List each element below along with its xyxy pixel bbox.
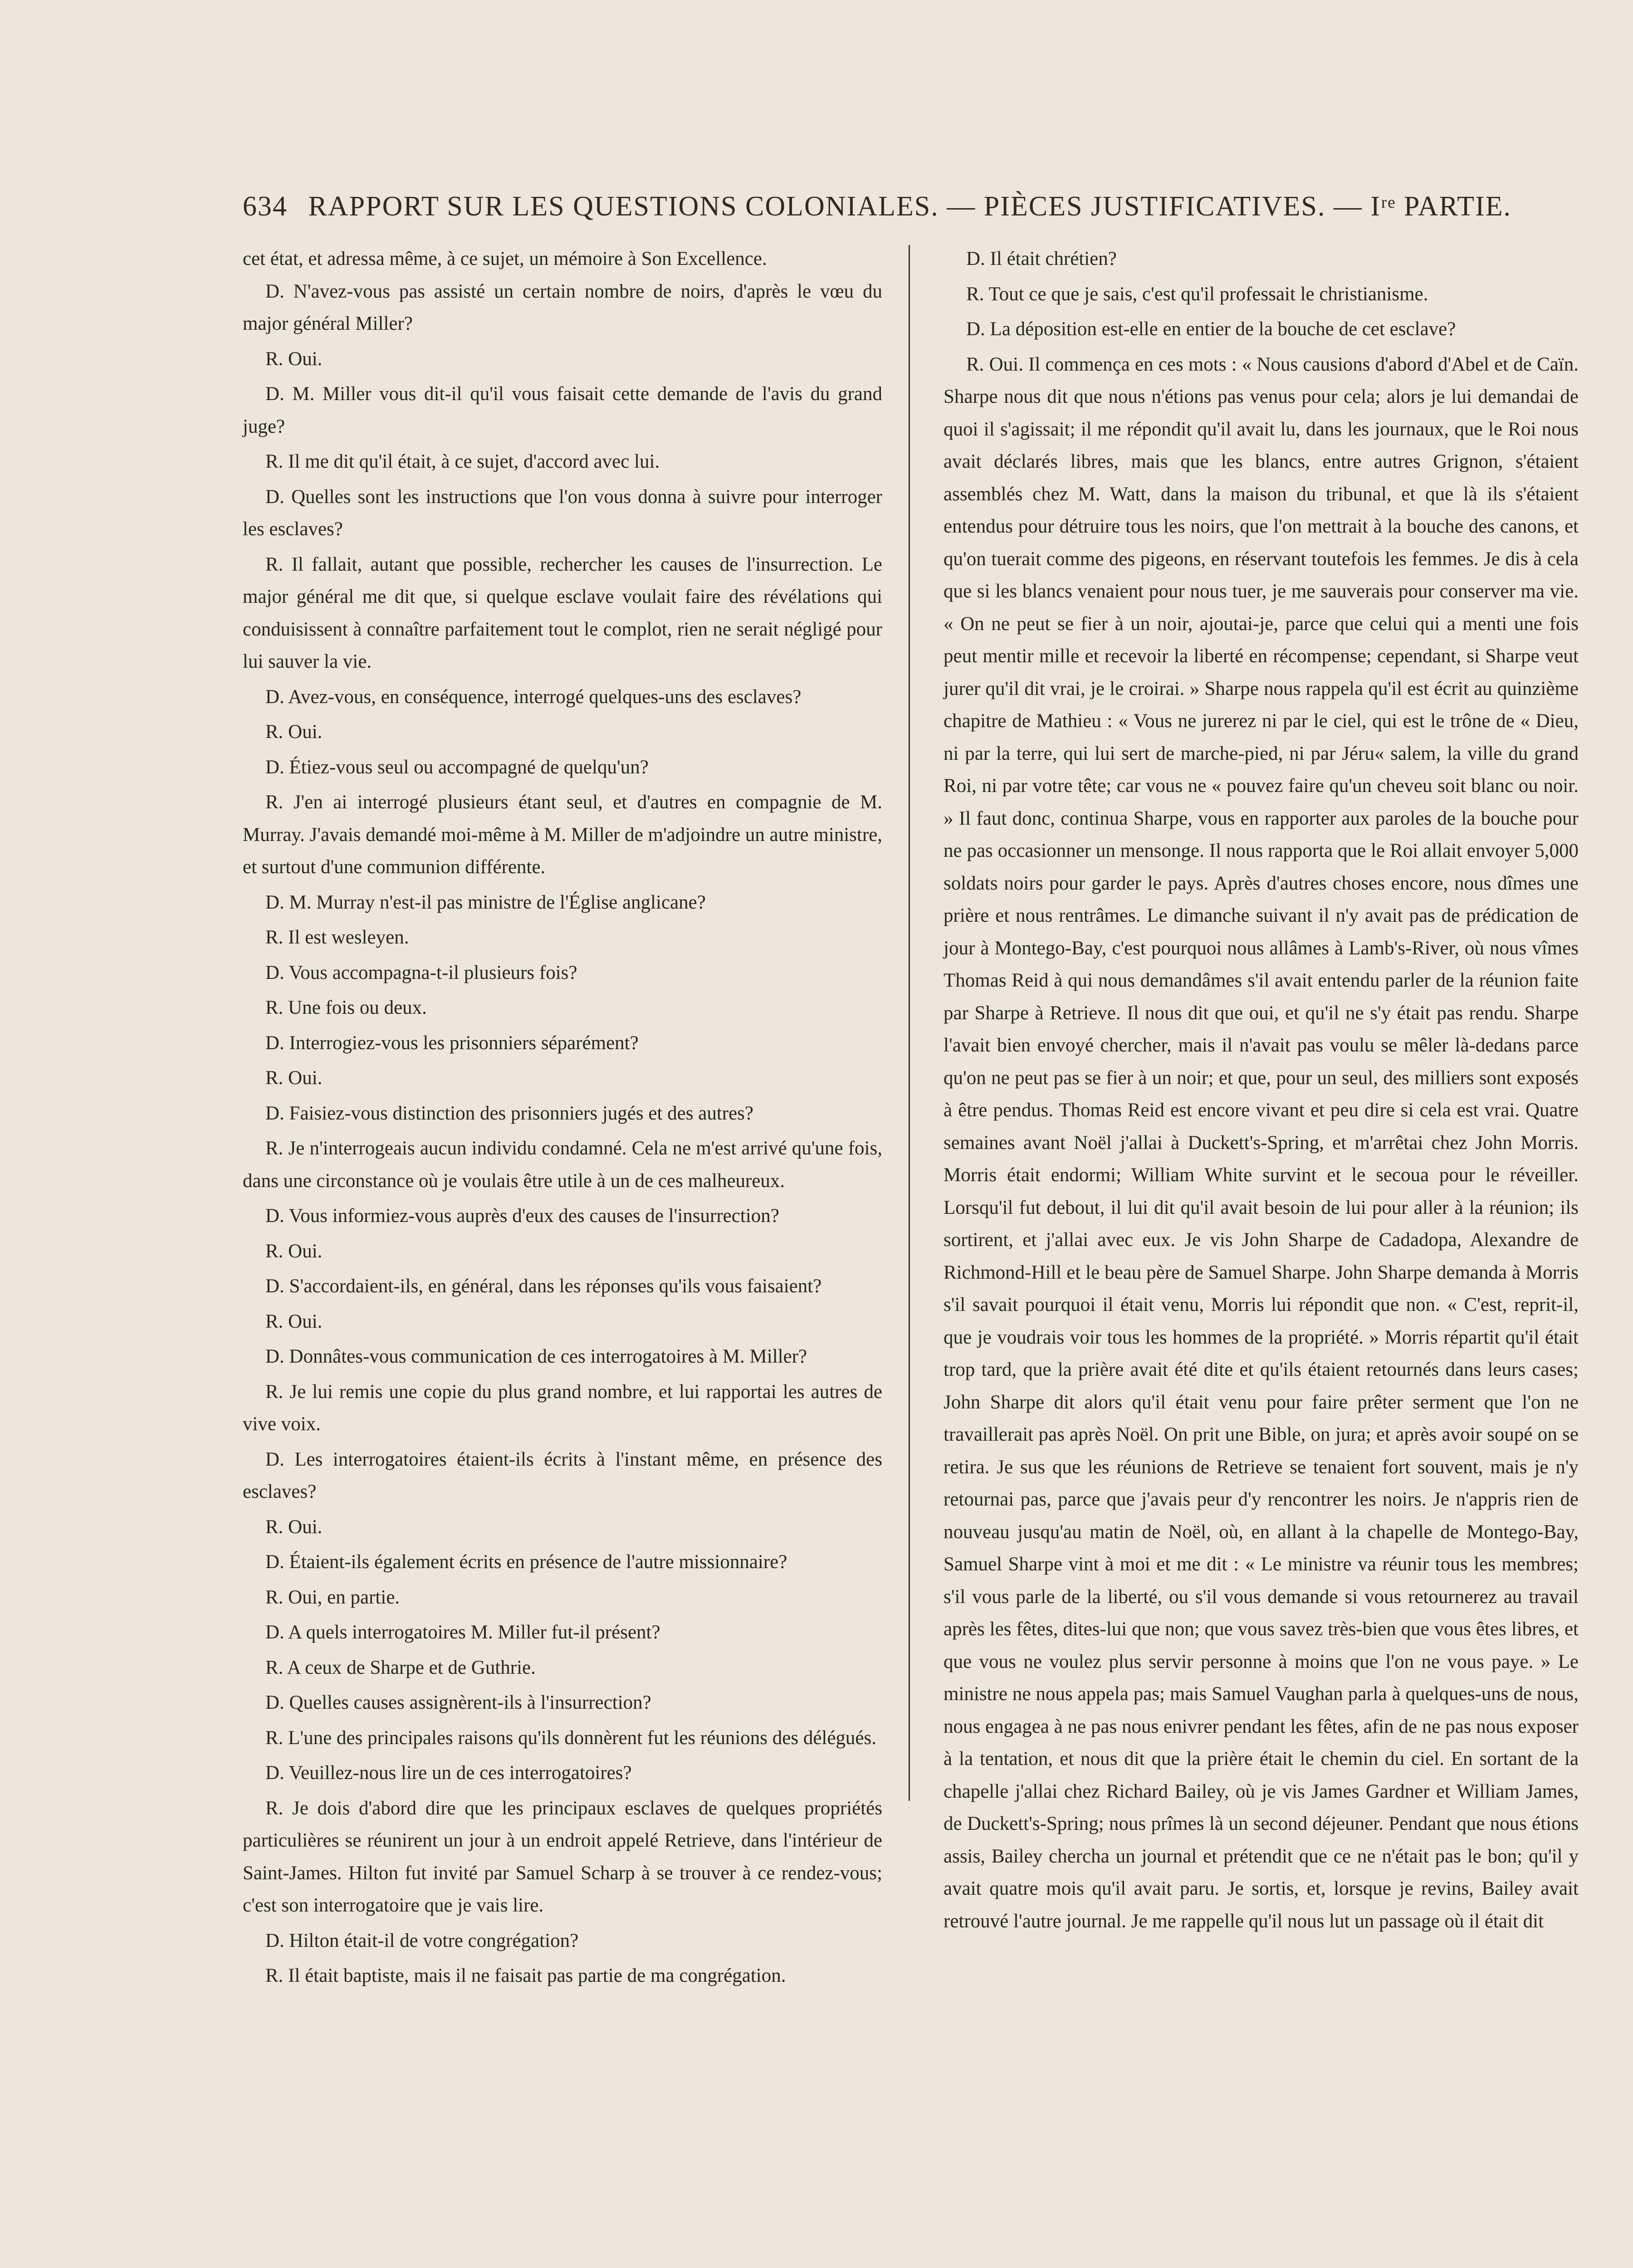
paragraph: D. Vous informiez-vous auprès d'eux des causes de l'insurrection? <box>265 1205 779 1227</box>
paragraph: R. Je lui remis une copie du plus grand nombre, et lui rapportai les autres de vive voix. <box>243 1381 882 1435</box>
paragraph: R. Il était baptiste, mais il ne faisait pas partie de ma congrégation. <box>265 1965 786 1986</box>
right-column <box>944 243 1579 1940</box>
paragraph: D. Veuillez-nous lire un de ces interrogatoires? <box>265 1762 632 1784</box>
paragraph: R. Oui. <box>265 721 323 743</box>
paragraph: D. Hilton était-il de votre congrégation? <box>265 1930 579 1951</box>
paragraph: R. Oui, en partie. <box>265 1586 400 1608</box>
paragraph: D. A quels interrogatoires M. Miller fut-il présent? <box>265 1622 660 1643</box>
paragraph: D. La déposition est-elle en entier de la bouche de cet esclave? <box>966 318 1456 340</box>
paragraph: R. Tout ce que je sais, c'est qu'il professait le christianisme. <box>966 283 1428 305</box>
paragraph: R. Il fallait, autant que possible, rechercher les causes de l'insurrection. Le major général me dit que, si quelque esclave voulait faire des révélations qui conduisissent à connaître parfaitement tout le complot, rien ne serait négligé pour lui sauver la vie. <box>243 553 882 672</box>
paragraph: R. Oui. <box>265 348 323 370</box>
running-title: RAPPORT SUR LES QUESTIONS COLONIALES. — PIÈCES JUSTIFICATIVES. — Iʳᵉ PARTIE. <box>308 191 1511 222</box>
paragraph: D. Quelles sont les instructions que l'on vous donna à suivre pour interroger les esclaves? <box>243 486 882 540</box>
paragraph: R. Oui. <box>265 1240 323 1262</box>
paragraph: D. Il était chrétien? <box>966 248 1117 269</box>
paragraph: cet état, et adressa même, à ce sujet, un mémoire à Son Excellence. <box>243 248 767 269</box>
paragraph: D. Étiez-vous seul ou accompagné de quelqu'un? <box>265 756 649 778</box>
page-header <box>243 191 1511 223</box>
paragraph: D. N'avez-vous pas assisté un certain nombre de noirs, d'après le vœu du major général Miller? <box>243 280 882 334</box>
paragraph: D. Faisiez-vous distinction des prisonniers jugés et des autres? <box>265 1102 753 1124</box>
paragraph: D. M. Miller vous dit-il qu'il vous faisait cette demande de l'avis du grand juge? <box>243 383 882 437</box>
paragraph: D. M. Murray n'est-il pas ministre de l'Église anglicane? <box>265 891 706 913</box>
paragraph: D. Avez-vous, en conséquence, interrogé quelques-uns des esclaves? <box>265 686 802 708</box>
paragraph: R. Je dois d'abord dire que les principaux esclaves de quelques propriétés particulières se réunirent un jour à un endroit appelé Retrieve, dans l'intérieur de Saint-James. Hilton fut invité par Samuel Scharp à se trouver à ce rendez-vous; c'est son interrogatoire que je vais lire. <box>243 1797 882 1916</box>
paragraph: R. Il me dit qu'il était, à ce sujet, d'accord avec lui. <box>265 451 660 472</box>
paragraph: D. Interrogiez-vous les prisonniers séparément? <box>265 1032 639 1054</box>
paragraph: R. Oui. <box>265 1310 323 1332</box>
paragraph: R. Il est wesleyen. <box>265 927 409 948</box>
paragraph: D. Vous accompagna-t-il plusieurs fois? <box>265 962 577 983</box>
paragraph: D. S'accordaient-ils, en général, dans les réponses qu'ils vous faisaient? <box>265 1276 822 1297</box>
paragraph: D. Quelles causes assignèrent-ils à l'insurrection? <box>265 1692 651 1713</box>
page-number: 634 <box>243 191 288 222</box>
paragraph: R. Une fois ou deux. <box>265 997 427 1018</box>
paragraph: R. A ceux de Sharpe et de Guthrie. <box>265 1657 536 1678</box>
paragraph: R. Je n'interrogeais aucun individu condamné. Cela ne m'est arrivé qu'une fois, dans une circonstance où je voulais être utile à un de ces malheureux. <box>243 1138 882 1192</box>
paragraph: R. Oui. <box>265 1516 323 1538</box>
paragraph: R. L'une des principales raisons qu'ils donnèrent fut les réunions des délégués. <box>265 1727 877 1749</box>
paragraph: D. Les interrogatoires étaient-ils écrits à l'instant même, en présence des esclaves? <box>243 1448 882 1502</box>
paragraph: D. Donnâtes-vous communication de ces interrogatoires à M. Miller? <box>265 1346 807 1367</box>
paragraph: R. Oui. <box>265 1067 323 1089</box>
paragraph: R. J'en ai interrogé plusieurs étant seul, et d'autres en compagnie de M. Murray. J'avais demandé moi-même à M. Miller de m'adjoindre un autre ministre, et surtout d'une communion différente. <box>243 792 882 878</box>
column-divider <box>909 245 910 1801</box>
paragraph: D. Étaient-ils également écrits en présence de l'autre missionnaire? <box>265 1551 787 1573</box>
paragraph: R. Oui. Il commença en ces mots : « Nous causions d'abord d'Abel et de Caïn. Sharpe nous dit que nous n'étions pas venus pour cela; alors je lui demandai de quoi il s'agissait; il me répondit qu'il avait lu, dans les journaux, que le Roi nous avait déclarés libres, mais que les blancs, entre autres Grignon, s'étaient assemblés chez M. Watt, dans la maison du tribunal, et que là ils s'étaient entendus pour détruire tous les noirs, que l'on mettrait à la bouche des canons, et qu'on tuerait comme des pigeons, en réservant toutefois les femmes. Je dis à cela que si les blancs venaient pour nous tuer, je me sauverais pour conserver ma vie. « On ne peut se fier à un noir, ajoutai-je, parce que celui qui a menti une fois peut mentir mille et recevoir la liberté en récompense; cependant, si Sharpe veut jurer qu'il dit vrai, je le croirai. » Sharpe nous rappela qu'il est écrit au quinzième chapitre de Mathieu : « Vous ne jurerez ni par le ciel, qui est le trône de « Dieu, ni par la terre, qui lui sert de marche-pied, ni par Jéru« salem, la ville du grand Roi, ni par votre tête; car vous ne « pouvez faire qu'un cheveu soit blanc ou noir. » Il faut donc, continua Sharpe, vous en rapporter aux paroles de la bouche pour ne pas occasionner un mensonge. Il nous rapporta que le Roi allait envoyer 5,000 soldats noirs pour garder le pays. Après d'autres choses encore, nous dîmes une prière et nous rentrâmes. Le dimanche suivant il n'y avait pas de prédication de jour à Montego-Bay, c'est pourquoi nous allâmes à Lamb's-River, où nous vîmes Thomas Reid à qui nous demandâmes s'il avait entendu parler de la réunion faite par Sharpe à Retrieve. Il nous dit que oui, et qu'il ne s'y était pas rendu. Sharpe l'avait bien envoyé chercher, mais il n'avait pas voulu se mêler là-dedans parce qu'on ne peut pas se fier à un noir; et que, pour un seul, des milliers sont exposés à être pendus. Thomas Reid est encore vivant et peu dire si cela est vrai. Quatre semaines avant Noël j'allai à Duckett's-Spring, et m'arrêtai chez John Morris. Morris était endormi; William White survint et le secoua pour le réveiller. Lorsqu'il fut debout, il lui dit qu'il avait besoin de lui pour aller à la réunion; ils sortirent, et j'allai avec eux. Je vis John Sharpe de Cadadopa, Alexandre de Richmond-Hill et le beau père de Samuel Sharpe. John Sharpe demanda à Morris s'il savait pourquoi il était venu, Morris lui répondit que non. « C'est, reprit-il, que je voudrais voir tous les hommes de la propriété. » Morris répartit qu'il était trop tard, que la prière avait été dite et qu'ils étaient retournés dans leurs cases; John Sharpe dit alors qu'il était venu pour faire prêter serment que l'on ne travaillerait pas après Noël. On prit une Bible, on jura; et après avoir soupé on se retira. Je sus que les réunions de Retrieve se tenaient fort souvent, mais je n'y retournai pas, parce que j'avais peur d'y rencontrer les noirs. Je n'appris rien de nouveau jusqu'au matin de Noël, où, en allant à la chapelle de Montego-Bay, Samuel Sharpe vint à moi et me dit : « Le ministre va réunir tous les membres; s'il vous parle de la liberté, ou s'il vous demande si vous retournerez au travail après les fêtes, dites-lui que non; que vous savez très-bien que vous êtes libres, et que vous ne voulez plus servir personne à moins que l'on ne vous paye. » Le ministre ne nous appela pas; mais Samuel Vaughan parla à quelques-uns de nous, nous engagea à ne pas nous enivrer pendant les fêtes, afin de ne pas nous exposer à la tentation, et nous dit que la prière était le chemin du ciel. En sortant de la chapelle j'allai chez Richard Bailey, où je vis James Gardner et William James, de Duckett's-Spring; nous prîmes là un second déjeuner. Pendant que nous étions assis, Bailey chercha un journal et prétendit que ce ne n'était pas le bon; qu'il y avait quatre mois qu'il avait paru. Je sortis, et, lorsque je revins, Bailey avait retrouvé l'autre journal. Je me rappelle qu'il nous lut un passage où il était dit <box>944 353 1579 1932</box>
left-column <box>243 243 882 1995</box>
